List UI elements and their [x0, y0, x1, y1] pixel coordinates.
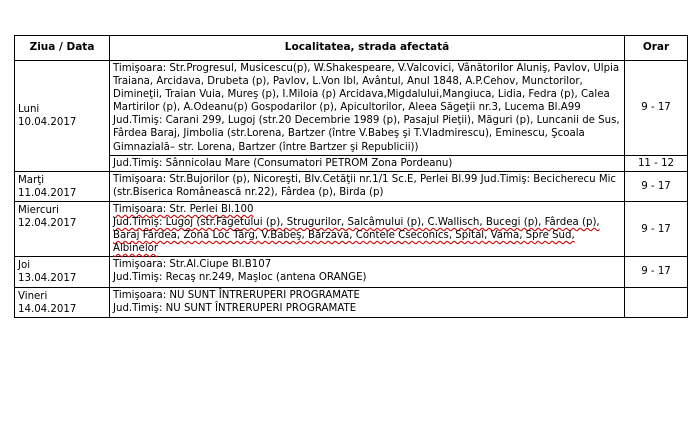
schedule-cell	[625, 287, 688, 317]
day-name: Miercuri	[18, 204, 59, 216]
table-row	[15, 257, 688, 287]
location-cell	[110, 155, 625, 171]
location-cell	[110, 257, 625, 287]
location-cell	[110, 61, 625, 156]
outage-schedule-table	[14, 35, 688, 318]
location-line: Jud.Timiş: Recaş nr.249, Maşloc (antena ORANGE)	[113, 272, 367, 284]
table-row	[15, 287, 688, 317]
day-date: 14.04.2017	[18, 303, 77, 315]
day-cell	[15, 61, 110, 172]
day-name: Joi	[18, 260, 31, 272]
table-row	[15, 201, 688, 256]
day-name: Marţi	[18, 174, 45, 186]
table-row	[15, 171, 688, 201]
schedule-cell: 9 - 17	[625, 257, 688, 287]
location-line: Timişoara: NU SUNT ÎNTRERUPERI PROGRAMATE	[113, 289, 360, 301]
location-text: Jud.Timiş: Sânnicolau Mare (Consumatori PETROM Zona Pordeanu)	[113, 157, 453, 169]
location-cell: Timişoara: Str.Bujorilor (p), Nicoreşti, Blv.Cetăţii nr.1/1 Sc.E, Perlei Bl.99 Jud.Timiş: Becicherecu Mic (str.Biserica Românească nr.22), Fârdea (p), Birda (p)	[110, 171, 625, 201]
table-row	[15, 61, 688, 156]
schedule-cell: 9 - 17	[625, 171, 688, 201]
header-schedule: Orar	[625, 36, 688, 61]
location-line: Timişoara: Str. Perlei Bl.100	[113, 203, 254, 215]
schedule-cell: 9 - 17	[625, 201, 688, 256]
location-line: Jud.Timiş: Lugoj (str.Făgetului (p), Strugurilor, Salcâmului (p), C.Wallisch, Bucegi (p), Fârdea (p), Baraj Fârdea, Zona Loc Târg, V.Babeş, Bârzava, Contele Cseconics, Spital, Vama, Spre Sud, Albinelor	[113, 217, 600, 255]
day-date: 12.04.2017	[18, 218, 77, 230]
location-text: Timişoara: Str.Progresul, Musicescu(p), W.Shakespeare, V.Valcovici, Vânătorilor Aluniş, Pavlov, Ulpia Traiana, Arcidava, Drubeta (p), Pavlov, L.Von Ibl, Avântul, Anul 1848, A.P.Cehov, Munctorilor, Dimineţii, Traian Vuia, Mureş (p), I.Miloia (p) Arcidava,Migdalului,Mangiuca, Lidia, Fedra (p), Calea Martirilor (p), A.Odeanu(p) Gospodarilor (p), Apicultorilor, Aleea Săgeţii nr.3, Lucema Bl.A99	[113, 63, 620, 114]
day-cell	[15, 171, 110, 201]
location-cell	[110, 287, 625, 317]
header-location: Localitatea, strada afectată	[110, 36, 625, 61]
day-cell	[15, 257, 110, 287]
schedule-cell: 9 - 17	[625, 61, 688, 156]
schedule-cell: 11 - 12	[625, 155, 688, 171]
location-line: Timişoara: Str.Al.Ciupe Bl.B107	[113, 259, 272, 271]
day-cell	[15, 287, 110, 317]
day-date: 13.04.2017	[18, 273, 77, 285]
header-row	[15, 36, 688, 61]
day-cell	[15, 201, 110, 256]
header-day: Ziua / Data	[15, 36, 110, 61]
day-name: Luni	[18, 104, 40, 116]
day-name: Vineri	[18, 290, 48, 302]
location-cell	[110, 201, 625, 256]
day-date: 11.04.2017	[18, 187, 77, 199]
location-line: Jud.Timiş: NU SUNT ÎNTRERUPERI PROGRAMATE	[113, 302, 357, 314]
location-text: Jud.Timiş: Carani 299, Lugoj (str.20 Decembrie 1989 (p), Pasajul Pieţii), Măguri (p), Luncanii de Sus, Fârdea Baraj, Jimbolia (str.Lorena, Bartzer (între V.Babeş şi T.Vladmirescu), Eminescu, Şcoala Gimnazială– str. Lorena, Bartzer (între Bartzer şi Republicii))	[113, 115, 620, 153]
table-row	[15, 155, 688, 171]
day-date: 10.04.2017	[18, 117, 77, 129]
